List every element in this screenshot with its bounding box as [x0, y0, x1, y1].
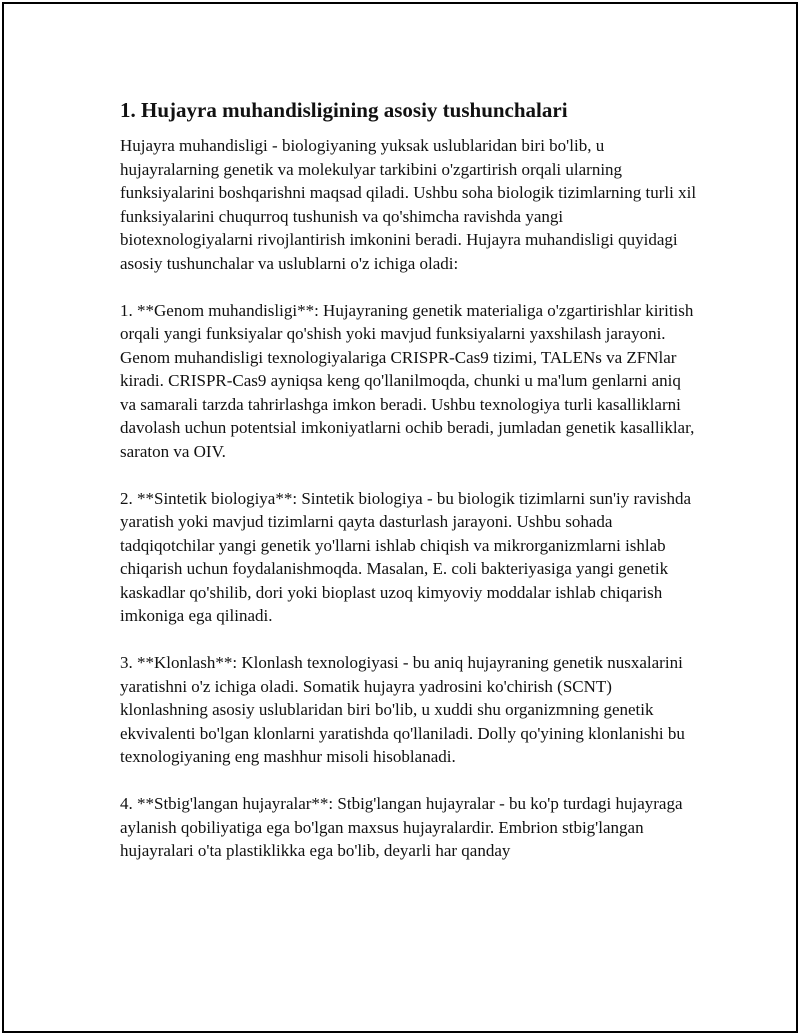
document-body — [120, 96, 700, 886]
stem-cells-paragraph: 4. **Stbig'langan hujayralar**: Stbig'langan hujayralar - bu ko'p turdagi hujayraga aylanish qobiliyatiga ega bo'lgan maxsus hujayralardir. Embrion stbig'langan hujayralari o'ta plastiklikka ega bo'lib, deyarli har qanday — [120, 794, 683, 860]
synthetic-biology-paragraph: 2. **Sintetik biologiya**: Sintetik biologiya - bu biologik tizimlarni sun'iy ravishda yaratish yoki mavjud tizimlarni qayta dasturlash jarayoni. Ushbu sohada tadqiqotchilar yangi genetik yo'llarni ishlab chiqish va mikrorganizmlarni ishlab chiqarish uchun foydalanishmoqda. Masalan, E. coli bakteriyasiga yangi genetik kaskadlar qo'shilib, dori yoki bioplast uzoq kimyoviy moddalar ishlab chiqarish imkoniga ega qilinadi. — [120, 488, 692, 625]
page-frame — [2, 2, 798, 1033]
intro-paragraph: Hujayra muhandisligi - biologiyaning yuksak uslublaridan biri bo'lib, u hujayralarning genetik va molekulyar tarkibini o'zgartirish orqali ularning funksiyalarini boshqarishni maqsad qiladi. Ushbu soha biologik tizimlarning turli xil funksiyalarini chuqurroq tushunish va qo'shimcha ravishda yangi biotexnologiyalarni rivojlantirish imkonini beradi. Hujayra muhandisligi quyidagi asosiy tushunchalar va uslublarni o'z ichiga oladi: — [120, 136, 697, 273]
section-heading: 1. Hujayra muhandisligining asosiy tushunchalari — [120, 98, 568, 122]
cloning-paragraph: 3. **Klonlash**: Klonlash texnologiyasi - bu aniq hujayraning genetik nusxalarini yaratishni o'z ichiga oladi. Somatik hujayra yadrosini ko'chirish (SCNT) klonlashning asosiy uslublaridan biri bo'lib, u xuddi shu organizmning genetik ekvivalenti bo'lgan klonlarni yaratishda qo'llaniladi. Dolly qo'yining klonlanishi bu texnologiyaning eng mashhur misoli hisoblanadi. — [120, 653, 685, 766]
genome-engineering-paragraph: 1. **Genom muhandisligi**: Hujayraning genetik materialiga o'zgartirishlar kiritish orqali yangi funksiyalar qo'shish yoki mavjud funksiyalarni yaxshilash jarayoni. Genom muhandisligi texnologiyalariga CRISPR-Cas9 tizimi, TALENs va ZFNlar kiradi. CRISPR-Cas9 ayniqsa keng qo'llanilmoqda, chunki u ma'lum genlarni aniq va samarali tarzda tahrirlashga imkon beradi. Ushbu texnologiya turli kasalliklarni davolash uchun potentsial imkoniyatlarni ochib beradi, jumladan genetik kasalliklar, saraton va OIV. — [120, 300, 695, 461]
